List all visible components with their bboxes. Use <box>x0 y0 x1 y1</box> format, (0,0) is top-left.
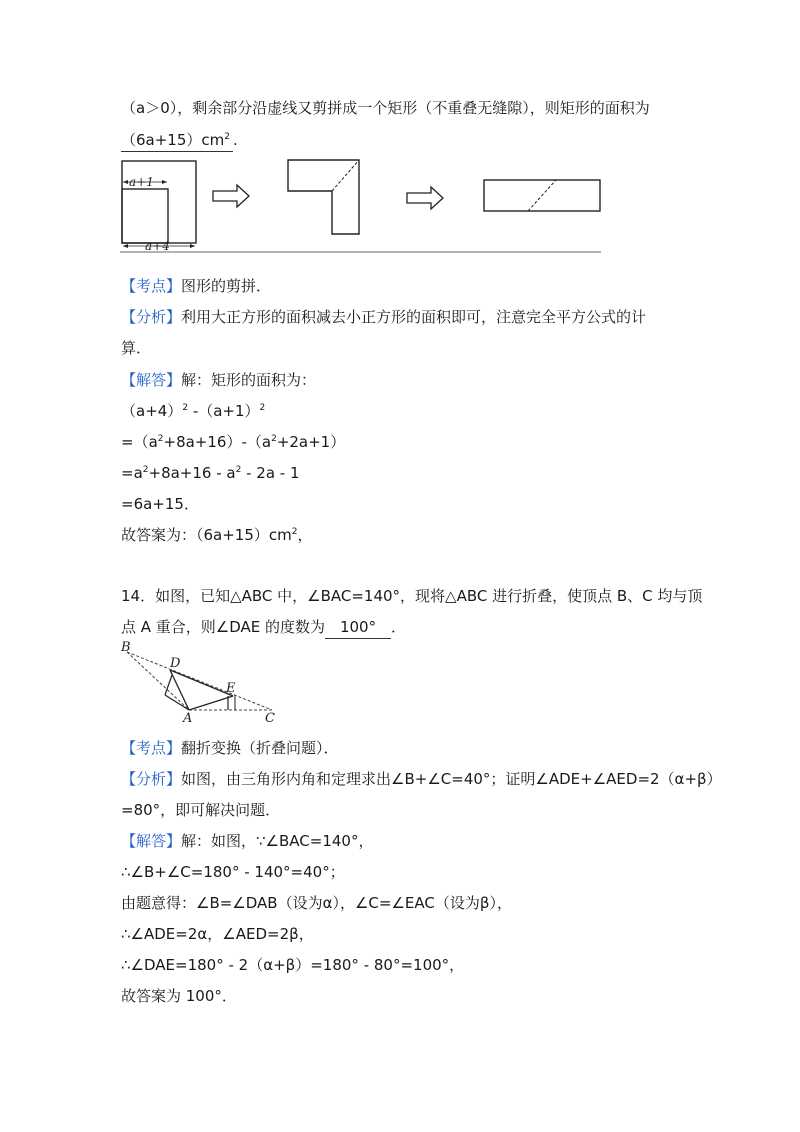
q13-answer-line <box>121 130 238 152</box>
q13-arrow-1 <box>213 185 249 207</box>
q13-step-2: $=(a^2+8a+16)-(a^2+2a+1)$ <box>121 433 346 451</box>
q13-text-line1: （a＞0），剩余部分沿虚线又剪拼成一个矩形（不重叠无缝隙），则矩形的面积为 <box>121 99 650 117</box>
q13-answer-period: . <box>233 131 238 149</box>
q13-small-square <box>122 189 168 243</box>
q13-large-square <box>122 161 196 243</box>
q13-answer-exponent: 2 <box>224 132 230 142</box>
q13-l-shape <box>288 160 359 234</box>
q14-fenxi-text2: =80°，即可解决问题． <box>121 801 281 819</box>
q13-answer-value: （6a+15）cm <box>121 131 225 149</box>
q13-fenxi-text1: 利用大正方形的面积减去小正方形的面积即可，注意完全平方公式的计 <box>181 308 647 326</box>
q13-jieda <box>121 370 316 390</box>
q13-label-inner: a+1 <box>129 175 154 189</box>
q14-text-line1: 14．如图，已知△ABC 中，∠BAC=140°，现将△ABC 进行折叠，使顶点 B、C 均与顶 <box>121 587 703 605</box>
q14-figure <box>115 640 290 725</box>
q13-fenxi-text2: 算． <box>121 339 152 357</box>
q13-fenxi-tag: 【分析】 <box>121 308 182 326</box>
q14-line-1: ∴∠B+∠C=180° - 140°=40°； <box>121 863 345 881</box>
q14-label-E: E <box>226 681 236 696</box>
q13-fenxi <box>121 307 646 327</box>
q14-label-A: A <box>183 711 193 726</box>
q13-figure <box>115 155 605 260</box>
q14-kaodian <box>121 738 339 758</box>
q13-step-4: =6a+15． <box>121 495 199 513</box>
q14-answer-value: 100° <box>339 618 377 636</box>
q14-fenxi-tag: 【分析】 <box>121 770 182 788</box>
q14-label-D: D <box>170 656 181 671</box>
q13-kaodian-tag: 【考点】 <box>121 277 182 295</box>
q14-text-line2: 点 A 重合，则∠DAE 的度数为 100° ． <box>121 617 406 639</box>
q13-answer-blank <box>121 130 233 152</box>
q13-arrow-2 <box>407 187 443 209</box>
q14-jieda <box>121 831 373 851</box>
q14-answer-blank <box>325 617 391 639</box>
q13-step-3: $=a^2+8a+16 - a^2 - 2a - 1$ <box>121 464 300 482</box>
q14-kaodian-tag: 【考点】 <box>121 739 182 757</box>
q14-line-4: ∴∠DAE=180° - 2（α+β）=180° - 80°=100°， <box>121 956 465 974</box>
q13-final-answer: 故答案为：$(6a+15)cm^2$， <box>121 526 313 544</box>
q14-line-3: ∴∠ADE=2α，∠AED=2β， <box>121 925 314 943</box>
q13-step-1: $(a+4)^2$ $-(a+1)^2$ <box>121 402 266 420</box>
q14-kaodian-text: 翻折变换（折叠问题）． <box>181 739 339 757</box>
q14-fenxi <box>121 769 722 789</box>
q13-kaodian <box>121 276 271 296</box>
q14-line-2: 由题意得：∠B=∠DAB（设为α），∠C=∠EAC（设为β）， <box>121 894 512 912</box>
q13-label-outer: a+4 <box>145 239 170 253</box>
q14-jieda-tag: 【解答】 <box>121 832 182 850</box>
q14-jieda-text: 解：如图，∵∠BAC=140°， <box>181 832 374 850</box>
q13-jieda-tag: 【解答】 <box>121 371 182 389</box>
q14-label-C: C <box>265 711 275 726</box>
q14-fenxi-text1: 如图，由三角形内角和定理求出∠B+∠C=40°；证明∠ADE+∠AED=2（α+β） <box>181 770 722 788</box>
q14-line-5: 故答案为 100°． <box>121 987 237 1005</box>
q13-kaodian-text: 图形的剪拼． <box>181 277 272 295</box>
q14-label-B: B <box>121 640 131 655</box>
q13-jieda-text: 解：矩形的面积为： <box>181 371 317 389</box>
